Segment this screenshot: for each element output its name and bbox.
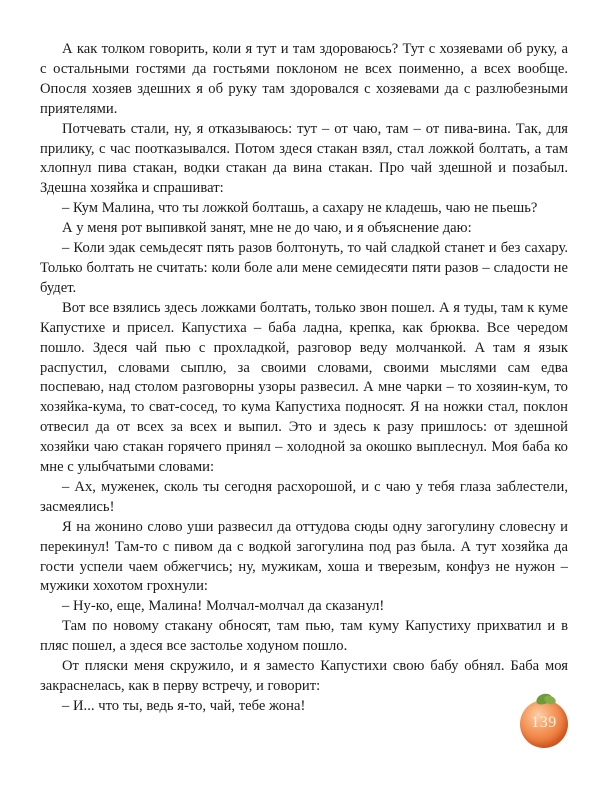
paragraph: – И... что ты, ведь я-то, чай, тебе жона! (62, 697, 306, 714)
paragraph: А у меня рот выпивкой занят, мне не до чаю, и я объяснение даю: (62, 220, 472, 237)
orange-fruit-icon (520, 700, 568, 748)
paragraph: – Ах, муженек, сколь ты сегодня расхорошой, и с чаю у тебя глаза заблестели, засмеялись! (40, 478, 568, 515)
paragraph: Там по новому стакану обносят, там пью, там куму Капустиху прихватил и в пляс пошел, а здеся все застолье ходуном пошло. (40, 618, 568, 655)
paragraph: – Кум Малина, что ты ложкой болташь, а сахару не кладешь, чаю не пьешь? (62, 200, 538, 217)
paragraph: Вот все взялись здесь ложками болтать, только звон пошел. А я туды, там к куме Капустихе и присел. Капустиха – баба ладна, крепка, как брюква. Все чередом пошло. Здеся чай пью с прохладкой, разговор веду молчанкой. А там я язык распустил, словами сыплю, за своими словами, своими мыслями сам едва поспеваю, над столом разговорны узоры развесил. А мне чарки – то хозяин-кум, то хозяйка-кума, то сват-сосед, то кума Капустиха подносят. Я на ножки стал, поклон отвесил да от всех за всех и выпил. Это и здесь к разу пришлось: от здешной хозяйки чаю стакан горячего принял – холодной за окошко выплеснул. Моя баба ко мне с улыбчатыми словами: (40, 299, 568, 476)
paragraph: А как толком говорить, коли я тут и там здороваюсь? Тут с хозяевами об руку, а с остальными гостями да гостьями поклоном не всех поименно, а всех вообще. Опосля хозяев здешних я об руку там здоровался с хозяевами да с разлюбезными приятелями. (40, 41, 568, 117)
page-body (40, 40, 568, 717)
paragraph: – Ну-ко, еще, Малина! Молчал-молчал да сказанул! (62, 598, 385, 615)
paragraph: Я на жонино слово уши развесил да оттудова сюды одну загогулину словесну и перекинул! Там-то с пивом да с водкой загогулина под раз была. А тут хозяйка да гости успели чаем обжегчись; ну, мужикам, хоша и тверезым, конфуз не нужон – мужики хохотом грохнули: (40, 518, 568, 595)
paragraph: От пляски меня скружило, и я заместо Капустихи свою бабу обнял. Баба моя закраснелась, как в перву встречу, и говорит: (40, 658, 568, 694)
paragraph: Потчевать стали, ну, я отказываюсь: тут – от чаю, там – от пива-вина. Так, для прилику, с час поотказывался. Потом здеся стакан взял, стал ложкой болтать, а там хлопнул пива стакан, водки стакан да вина стакан. Про чай здешной и позабыл. Здешна хозяйка и спрашиват: (40, 120, 568, 197)
page-number: 139 (531, 714, 557, 731)
paragraph: – Коли эдак семьдесят пять разов болтонуть, то чай сладкой станет и без сахару. Только болтать не считать: коли боле али мене семидесяти пяти разов – сладости не будет. (40, 240, 568, 296)
